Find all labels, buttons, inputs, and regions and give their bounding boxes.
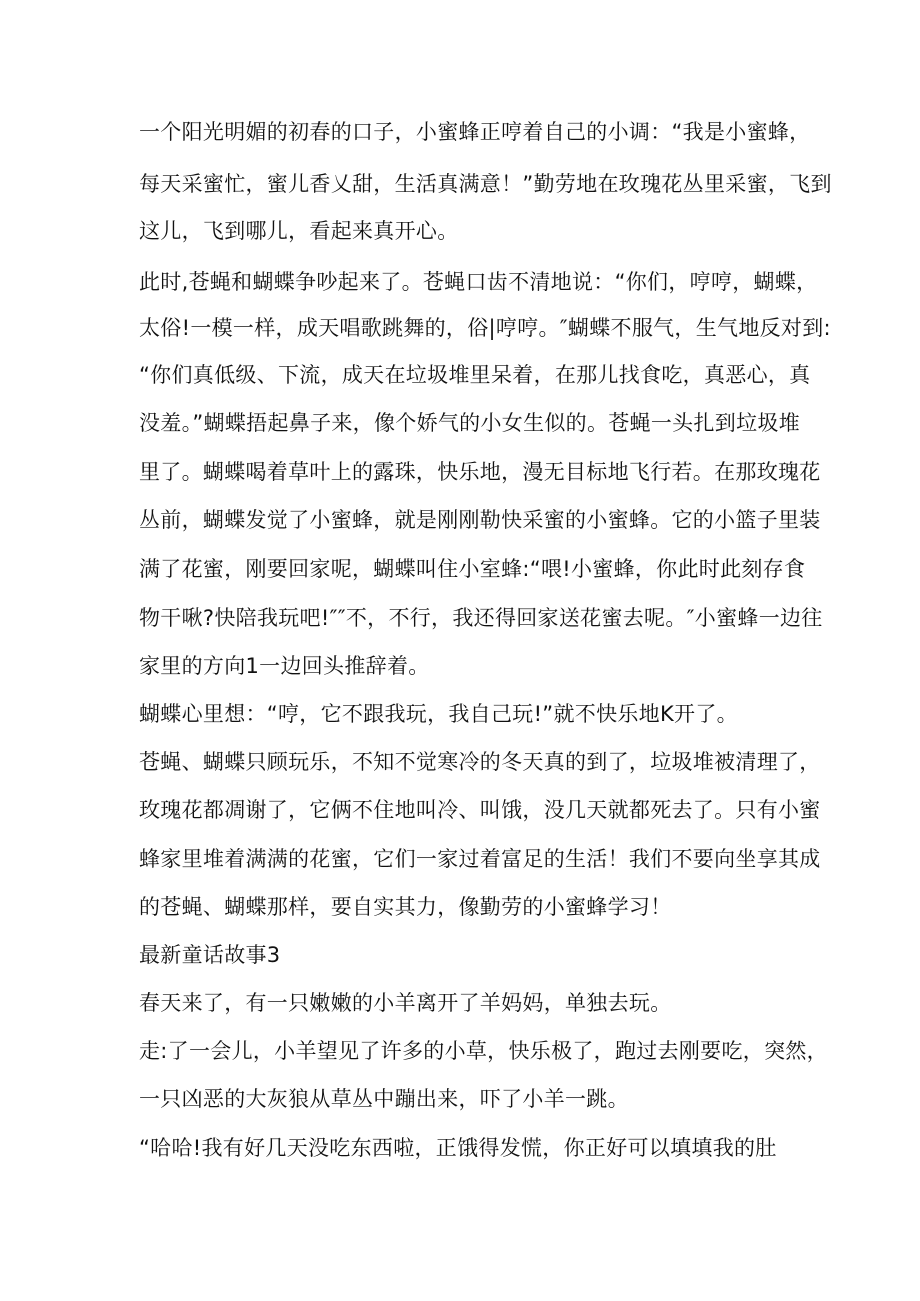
section-heading: 最新童话故事3 [139, 943, 281, 967]
text-line-12: 家里的方向1一边回头推辞着。 [139, 654, 430, 678]
text-line-5: 太俗!一模一样，成天唱歌跳舞的，俗|哼哼。″蝴蝶不服气，生气地反对到: [139, 316, 831, 340]
text-line-17: 的苍蝇、蝴蝶那样，要自实其力，像勤劳的小蜜蜂学习！ [139, 895, 672, 919]
text-line-3: 这儿，飞到哪儿，看起来真开心。 [139, 219, 459, 243]
text-line-19: 春天来了，有一只嫩嫩的小羊离开了羊妈妈，单独去玩。 [139, 991, 672, 1015]
text-line-2: 每天采蜜忙，蜜儿香乂甜，生活真满意！”勤劳地在玫瑰花丛里采蜜，飞到 [139, 172, 832, 196]
text-line-13: 蝴蝶心里想：“哼，它不跟我玩，我自己玩!”就不快乐地K开了。 [139, 702, 738, 726]
text-line-20: 走:了一会儿，小羊望见了许多的小草，快乐极了，跑过去刚要吃，突然， [139, 1039, 828, 1063]
text-line-7: 没羞。”蝴蝶捂起鼻子来，像个娇气的小女生似的。苍蝇一头扎到垃圾堆 [139, 411, 800, 435]
text-line-8: 里了。蝴蝶喝着草叶上的露珠，快乐地，漫无目标地飞行若。在那玫瑰花 [139, 460, 821, 484]
text-line-14: 苍蝇、蝴蝶只顾玩乐，不知不觉寒冷的冬天真的到了，垃圾堆被清理了， [139, 750, 821, 774]
text-line-11: 物干啾?快陪我玩吧!″″不，不行，我还得回家送花蜜去呢。″小蜜蜂一边往 [139, 606, 823, 630]
text-line-15: 玫瑰花都凋谢了，它俩不住地叫冷、叫饿，没几天就都死去了。只有小蜜 [139, 798, 821, 822]
text-line-6: “你们真低级、下流，成天在垃圾堆里呆着，在那儿找食吃，真恶心，真 [139, 363, 811, 387]
text-line-22: “哈哈!我有好几天没吃东西啦，正饿得发慌，你正好可以填填我的肚 [139, 1136, 777, 1160]
text-line-16: 蜂家里堆着满满的花蜜，它们一家过着富足的生活！我们不要向坐享其成 [139, 847, 821, 871]
text-line-9: 丛前，蝴蝶发觉了小蜜蜂，就是刚刚勒快采蜜的小蜜蜂。它的小篮子里装 [139, 508, 821, 532]
text-line-10: 满了花蜜，刚要回家呢，蝴蝶叫住小室蜂:“喂!小蜜蜂，你此时此刻存食 [139, 557, 806, 581]
text-line-4: 此时,苍蝇和蝴蝶争吵起来了。苍蝇口齿不清地说：“你们，哼哼，蝴蝶， [139, 270, 818, 294]
text-line-21: 一只凶恶的大灰狼从草丛中蹦出来，吓了小羊一跳。 [139, 1087, 629, 1111]
text-line-1: 一个阳光明媚的初春的口子，小蜜蜂正哼着自己的小调：“我是小蜜蜂， [139, 120, 811, 144]
